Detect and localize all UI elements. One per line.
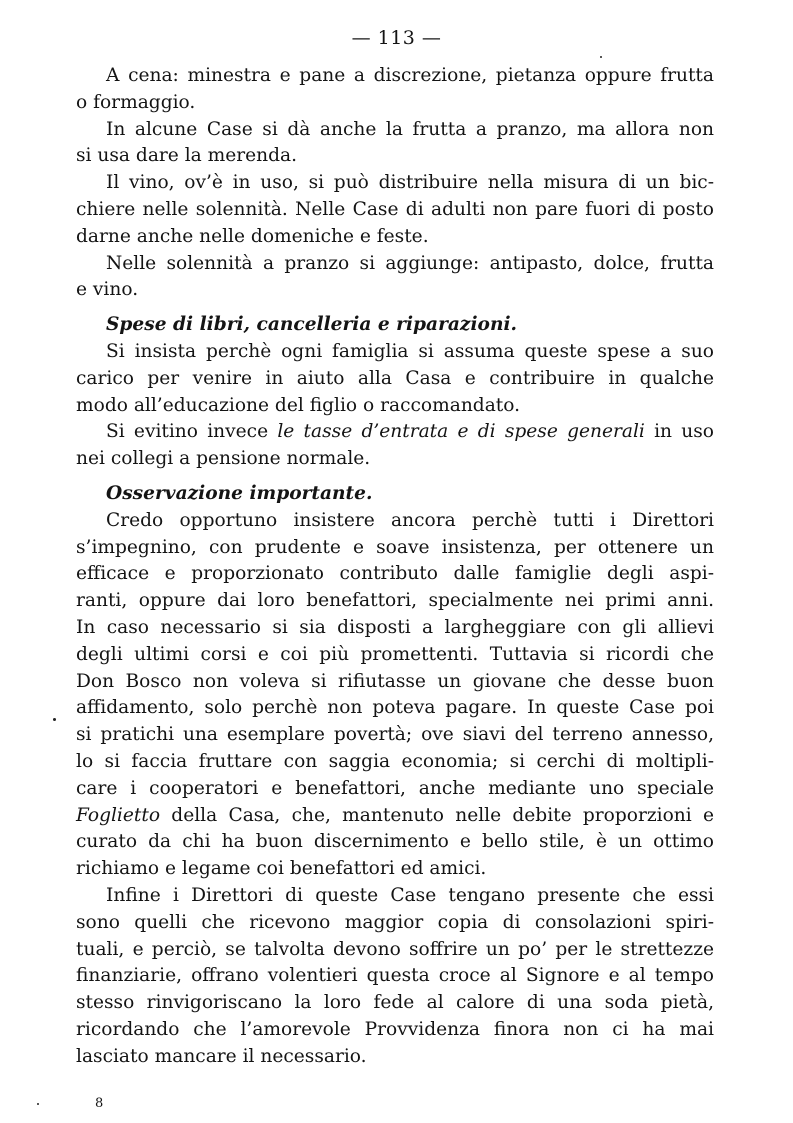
paragraph	[76, 170, 714, 250]
text-line: stesso rinvigoriscano la loro fede al calore di una soda pietà,	[76, 992, 714, 1014]
text-line: Il vino, ov’è in uso, si può distribuire nella misura di un bic-	[106, 172, 714, 194]
paragraph	[76, 63, 714, 117]
paragraph	[76, 251, 714, 305]
paragraph	[76, 117, 714, 171]
text-line: Credo opportuno insistere ancora perchè tutti i Direttori	[106, 509, 714, 531]
text-line: s’impegnino, con prudente e soave insistenza, per ottenere un	[76, 536, 714, 558]
text-fragment: della Casa, che, mantenuto nelle debite proporzioni e	[160, 804, 714, 826]
italic-phrase: Foglietto	[76, 804, 161, 826]
text-line: e vino.	[76, 279, 139, 301]
text-line: darne anche nelle domeniche e feste.	[76, 225, 429, 247]
text-line: efficace e proporzionato contributo dalle famiglie degli aspi-	[76, 563, 714, 585]
text-line: si pratichi una esemplare povertà; ove siavi del terreno annesso,	[76, 724, 714, 746]
text-line: Don Bosco non voleva si rifiutasse un giovane che desse buon	[76, 670, 714, 692]
spacer	[76, 304, 714, 312]
spacer	[76, 473, 714, 481]
text-line: care i cooperatori e benefattori, anche mediante uno speciale	[76, 777, 714, 799]
text-line: nei collegi a pensione normale.	[76, 448, 371, 470]
text-line: finanziarie, offrano volentieri questa croce al Signore e al tempo	[76, 965, 714, 987]
signature-mark: 8	[95, 1096, 104, 1111]
body-text	[76, 63, 714, 1070]
text-line: ranti, oppure dai loro benefattori, specialmente nei primi anni.	[76, 590, 714, 612]
text-line: lo si faccia fruttare con saggia economia; si cerchi di moltipli-	[76, 750, 714, 772]
text-line: chiere nelle solennità. Nelle Case di adulti non pare fuori di posto	[76, 198, 714, 220]
text-line: carico per venire in aiuto alla Casa e contribuire in qualche	[76, 367, 714, 389]
text-line: Nelle solennità a pranzo si aggiunge: antipasto, dolce, frutta	[106, 252, 714, 274]
text-line: affidamento, solo perchè non poteva pagare. In queste Case poi	[76, 697, 714, 719]
italic-phrase: le tasse d’entrata e di spese generali	[277, 421, 645, 443]
text-fragment: in uso	[644, 421, 714, 443]
text-line: In caso necessario si sia disposti a largheggiare con gli allievi	[76, 616, 714, 638]
text-line: degli ultimi corsi e coi più promettenti. Tuttavia si ricordi che	[76, 643, 714, 665]
text-line: curato da chi ha buon discernimento e bello stile, è un ottimo	[76, 831, 714, 853]
text-line: richiamo e legame coi benefattori ed amici.	[76, 858, 487, 880]
text-line: In alcune Case si dà anche la frutta a pranzo, ma allora non	[106, 118, 714, 140]
text-line: ricordando che l’amorevole Provvidenza finora non ci ha mai	[76, 1018, 714, 1040]
text-line: lasciato mancare il necessario.	[76, 1045, 367, 1067]
text-line	[76, 803, 714, 830]
paragraph	[76, 419, 714, 473]
text-line	[76, 419, 714, 446]
text-line: Si insista perchè ogni famiglia si assuma queste spese a suo	[106, 340, 714, 362]
print-speck	[600, 56, 602, 58]
text-line: Infine i Direttori di queste Case tengano presente che essi	[106, 884, 714, 906]
paragraph	[76, 883, 714, 1071]
page-number: — 113 —	[351, 27, 442, 49]
paragraph	[76, 508, 714, 883]
section-heading: Osservazione importante.	[106, 482, 373, 504]
text-line: si usa dare la merenda.	[76, 145, 298, 167]
print-speck	[37, 1103, 39, 1105]
text-line: o formaggio.	[76, 91, 196, 113]
text-line: sono quelli che ricevono maggior copia di consolazioni spiri-	[76, 911, 714, 933]
section-heading: Spese di libri, cancelleria e riparazioni.	[106, 314, 518, 336]
text-line: modo all’educazione del figlio o raccomandato.	[76, 394, 521, 416]
text-line: A cena: minestra e pane a discrezione, pietanza oppure frutta	[106, 65, 714, 86]
text-fragment: Si evitino invece	[106, 421, 278, 443]
paragraph	[76, 339, 714, 419]
print-speck	[53, 718, 56, 721]
text-line: tuali, e perciò, se talvolta devono soffrire un po’ per le strettezze	[76, 938, 714, 960]
